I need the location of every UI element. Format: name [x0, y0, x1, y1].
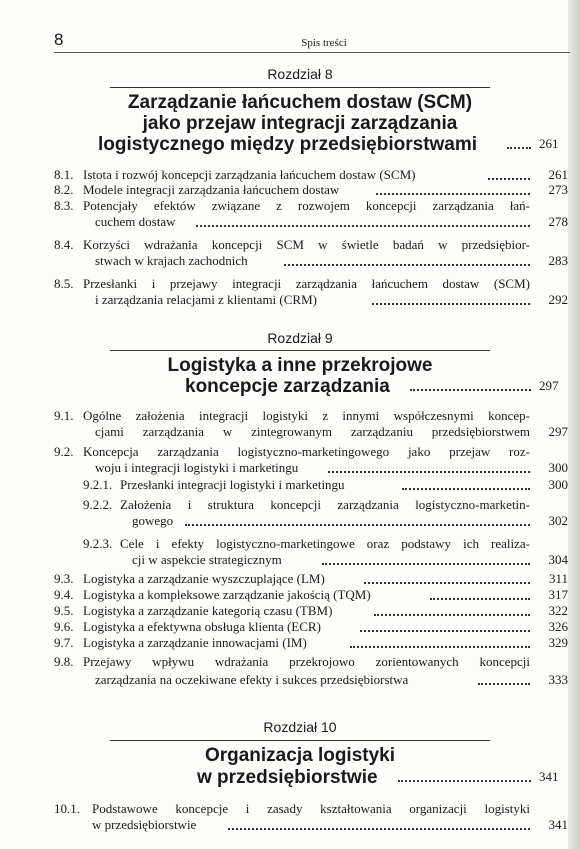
section-title: Modele integracji zarządzania łańcuchem dostaw — [83, 182, 340, 197]
dot-leader — [350, 637, 530, 648]
dot-leader — [364, 573, 530, 584]
chapter-9-leader — [410, 379, 531, 391]
subsection-title-cont: cji w aspekcie strategicznym — [132, 552, 282, 567]
section-page: 333 — [548, 672, 568, 687]
section-title: Korzyści wdrażania koncepcji SCM w świetle badań w przedsiębior- — [83, 237, 530, 252]
chapter-10-label: Rozdział 10 — [263, 719, 337, 735]
dot-leader — [360, 621, 530, 632]
subsection-title: Założenia i struktura koncepcji zarządzania logistyczno-marketin- — [120, 497, 530, 512]
dot-leader — [374, 605, 530, 616]
section-number: 8.4. — [54, 237, 74, 252]
chapter-9-title-line-2: koncepcje zarządzania — [185, 376, 390, 397]
dot-leader — [372, 294, 530, 305]
section-title-cont: woju i integracji logistyki i marketingu — [95, 460, 299, 475]
section-page: 300 — [548, 460, 568, 475]
section-title-cont: zarządzania na oczekiwane efekty i sukces przedsiębiorstwa — [95, 672, 409, 687]
section-title: Potencjały efektów związane z rozwojem koncepcji zarządzania łań- — [83, 198, 530, 213]
page-number: 8 — [54, 30, 64, 49]
subsection-title: Przesłanki integracji logistyki i marketingu — [120, 477, 345, 492]
chapter-8-title-line-3: logistycznego między przedsiębiorstwami — [98, 134, 478, 155]
section-title-cont: cjami zarządzania w zintegrowanym zarządzaniu przedsiębiorstwem — [95, 424, 530, 439]
chapter-8-label: Rozdział 8 — [267, 66, 333, 82]
subsection-number: 9.2.1. — [83, 477, 113, 492]
dot-leader — [488, 169, 530, 180]
chapter-10-title-line-2: w przedsiębiorstwie — [197, 767, 378, 788]
section-page: 297 — [548, 424, 568, 439]
section-title: Logistyka a efektywna obsługa klienta (ECR) — [83, 619, 321, 634]
dot-leader — [284, 255, 530, 266]
section-number: 9.1. — [54, 408, 74, 423]
section-page: 292 — [548, 292, 568, 307]
section-title: Logistyka a zarządzanie wyszczuplające (LM) — [83, 571, 325, 586]
section-page: 322 — [548, 603, 568, 618]
running-title: Spis treści — [301, 37, 347, 49]
section-page: 273 — [548, 182, 568, 197]
section-page: 341 — [548, 817, 568, 832]
dot-leader — [402, 479, 530, 490]
section-page: 300 — [548, 477, 568, 492]
section-title: Logistyka a kompleksowe zarządzanie jakością (TQM) — [83, 587, 371, 602]
section-page: 278 — [548, 214, 568, 229]
section-page: 302 — [548, 513, 568, 528]
section-title: Koncepcja zarządzania logistyczno-marketingowego jako przejaw roz- — [83, 444, 530, 459]
section-title-cont: w przedsiębiorstwie — [92, 817, 197, 832]
dot-leader — [376, 184, 530, 195]
dot-leader — [328, 462, 530, 473]
section-page: 317 — [548, 587, 568, 602]
section-title: Istota i rozwój koncepcji zarządzania łańcuchem dostaw (SCM) — [83, 167, 416, 182]
section-page: 329 — [548, 635, 568, 650]
section-number: 8.3. — [54, 198, 74, 213]
page-edge — [568, 0, 580, 849]
section-page: 304 — [548, 552, 568, 567]
section-number: 8.5. — [54, 276, 74, 291]
chapter-8-title-line-1: Zarządzanie łańcuchem dostaw (SCM) — [127, 92, 473, 113]
dot-leader — [228, 819, 530, 830]
subsection-number: 9.2.2. — [83, 497, 113, 512]
chapter-10-rule — [110, 740, 490, 741]
section-title: Logistyka a zarządzanie kategorią czasu (TBM) — [83, 603, 333, 618]
section-title: Przejawy wpływu wdrażania przekrojowo zorientowanych koncepcji — [83, 654, 530, 669]
chapter-9-rule — [110, 350, 490, 351]
section-title-cont: stwach w krajach zachodnich — [95, 253, 248, 268]
section-title: Podstawowe koncepcje i zasady kształtowania organizacji logistyki — [92, 801, 530, 816]
section-number: 9.2. — [54, 444, 74, 459]
chapter-9-title-line-1: Logistyka a inne przekrojowe — [167, 355, 433, 376]
chapter-9-label: Rozdział 9 — [267, 330, 333, 346]
header-rule — [54, 52, 570, 53]
dot-leader — [430, 589, 530, 600]
section-number: 9.7. — [54, 635, 74, 650]
section-title-cont: cuchem dostaw — [95, 214, 176, 229]
dot-leader — [478, 674, 530, 685]
chapter-10-leader — [398, 770, 531, 782]
section-number: 10.1. — [54, 801, 80, 816]
section-number: 9.8. — [54, 654, 74, 669]
section-title-cont: i zarządzania relacjami z klientami (CRM) — [95, 292, 317, 307]
chapter-10-page: 341 — [539, 769, 559, 784]
section-number: 8.2. — [54, 182, 74, 197]
subsection-title-cont: gowego — [132, 513, 174, 528]
subsection-number: 9.2.3. — [83, 536, 113, 551]
dot-leader — [185, 515, 530, 526]
chapter-10-title-line-1: Organizacja logistyki — [204, 745, 396, 766]
subsection-title: Cele i efekty logistyczno-marketingowe oraz podstawy ich realiza- — [120, 536, 530, 551]
section-page: 311 — [548, 571, 568, 586]
chapter-9-page: 297 — [539, 378, 559, 393]
section-page: 261 — [548, 167, 568, 182]
chapter-8-leader — [507, 137, 531, 149]
chapter-8-page: 261 — [539, 136, 559, 151]
section-number: 9.4. — [54, 587, 74, 602]
section-number: 9.6. — [54, 619, 74, 634]
section-title: Ogólne założenia integracji logistyki z innymi współczesnymi koncep- — [83, 408, 530, 423]
chapter-8-title-line-2: jako przejaw integracji zarządzania — [142, 113, 458, 134]
section-number: 9.3. — [54, 571, 74, 586]
section-page: 283 — [548, 253, 568, 268]
dot-leader — [196, 216, 530, 227]
section-number: 8.1. — [54, 167, 74, 182]
section-number: 9.5. — [54, 603, 74, 618]
chapter-8-rule — [110, 87, 490, 88]
section-page: 326 — [548, 619, 568, 634]
section-title: Przesłanki i przejawy integracji zarządzania łańcuchem dostaw (SCM) — [83, 276, 530, 291]
dot-leader — [322, 554, 530, 565]
section-title: Logistyka a zarządzanie innowacjami (IM) — [83, 635, 307, 650]
